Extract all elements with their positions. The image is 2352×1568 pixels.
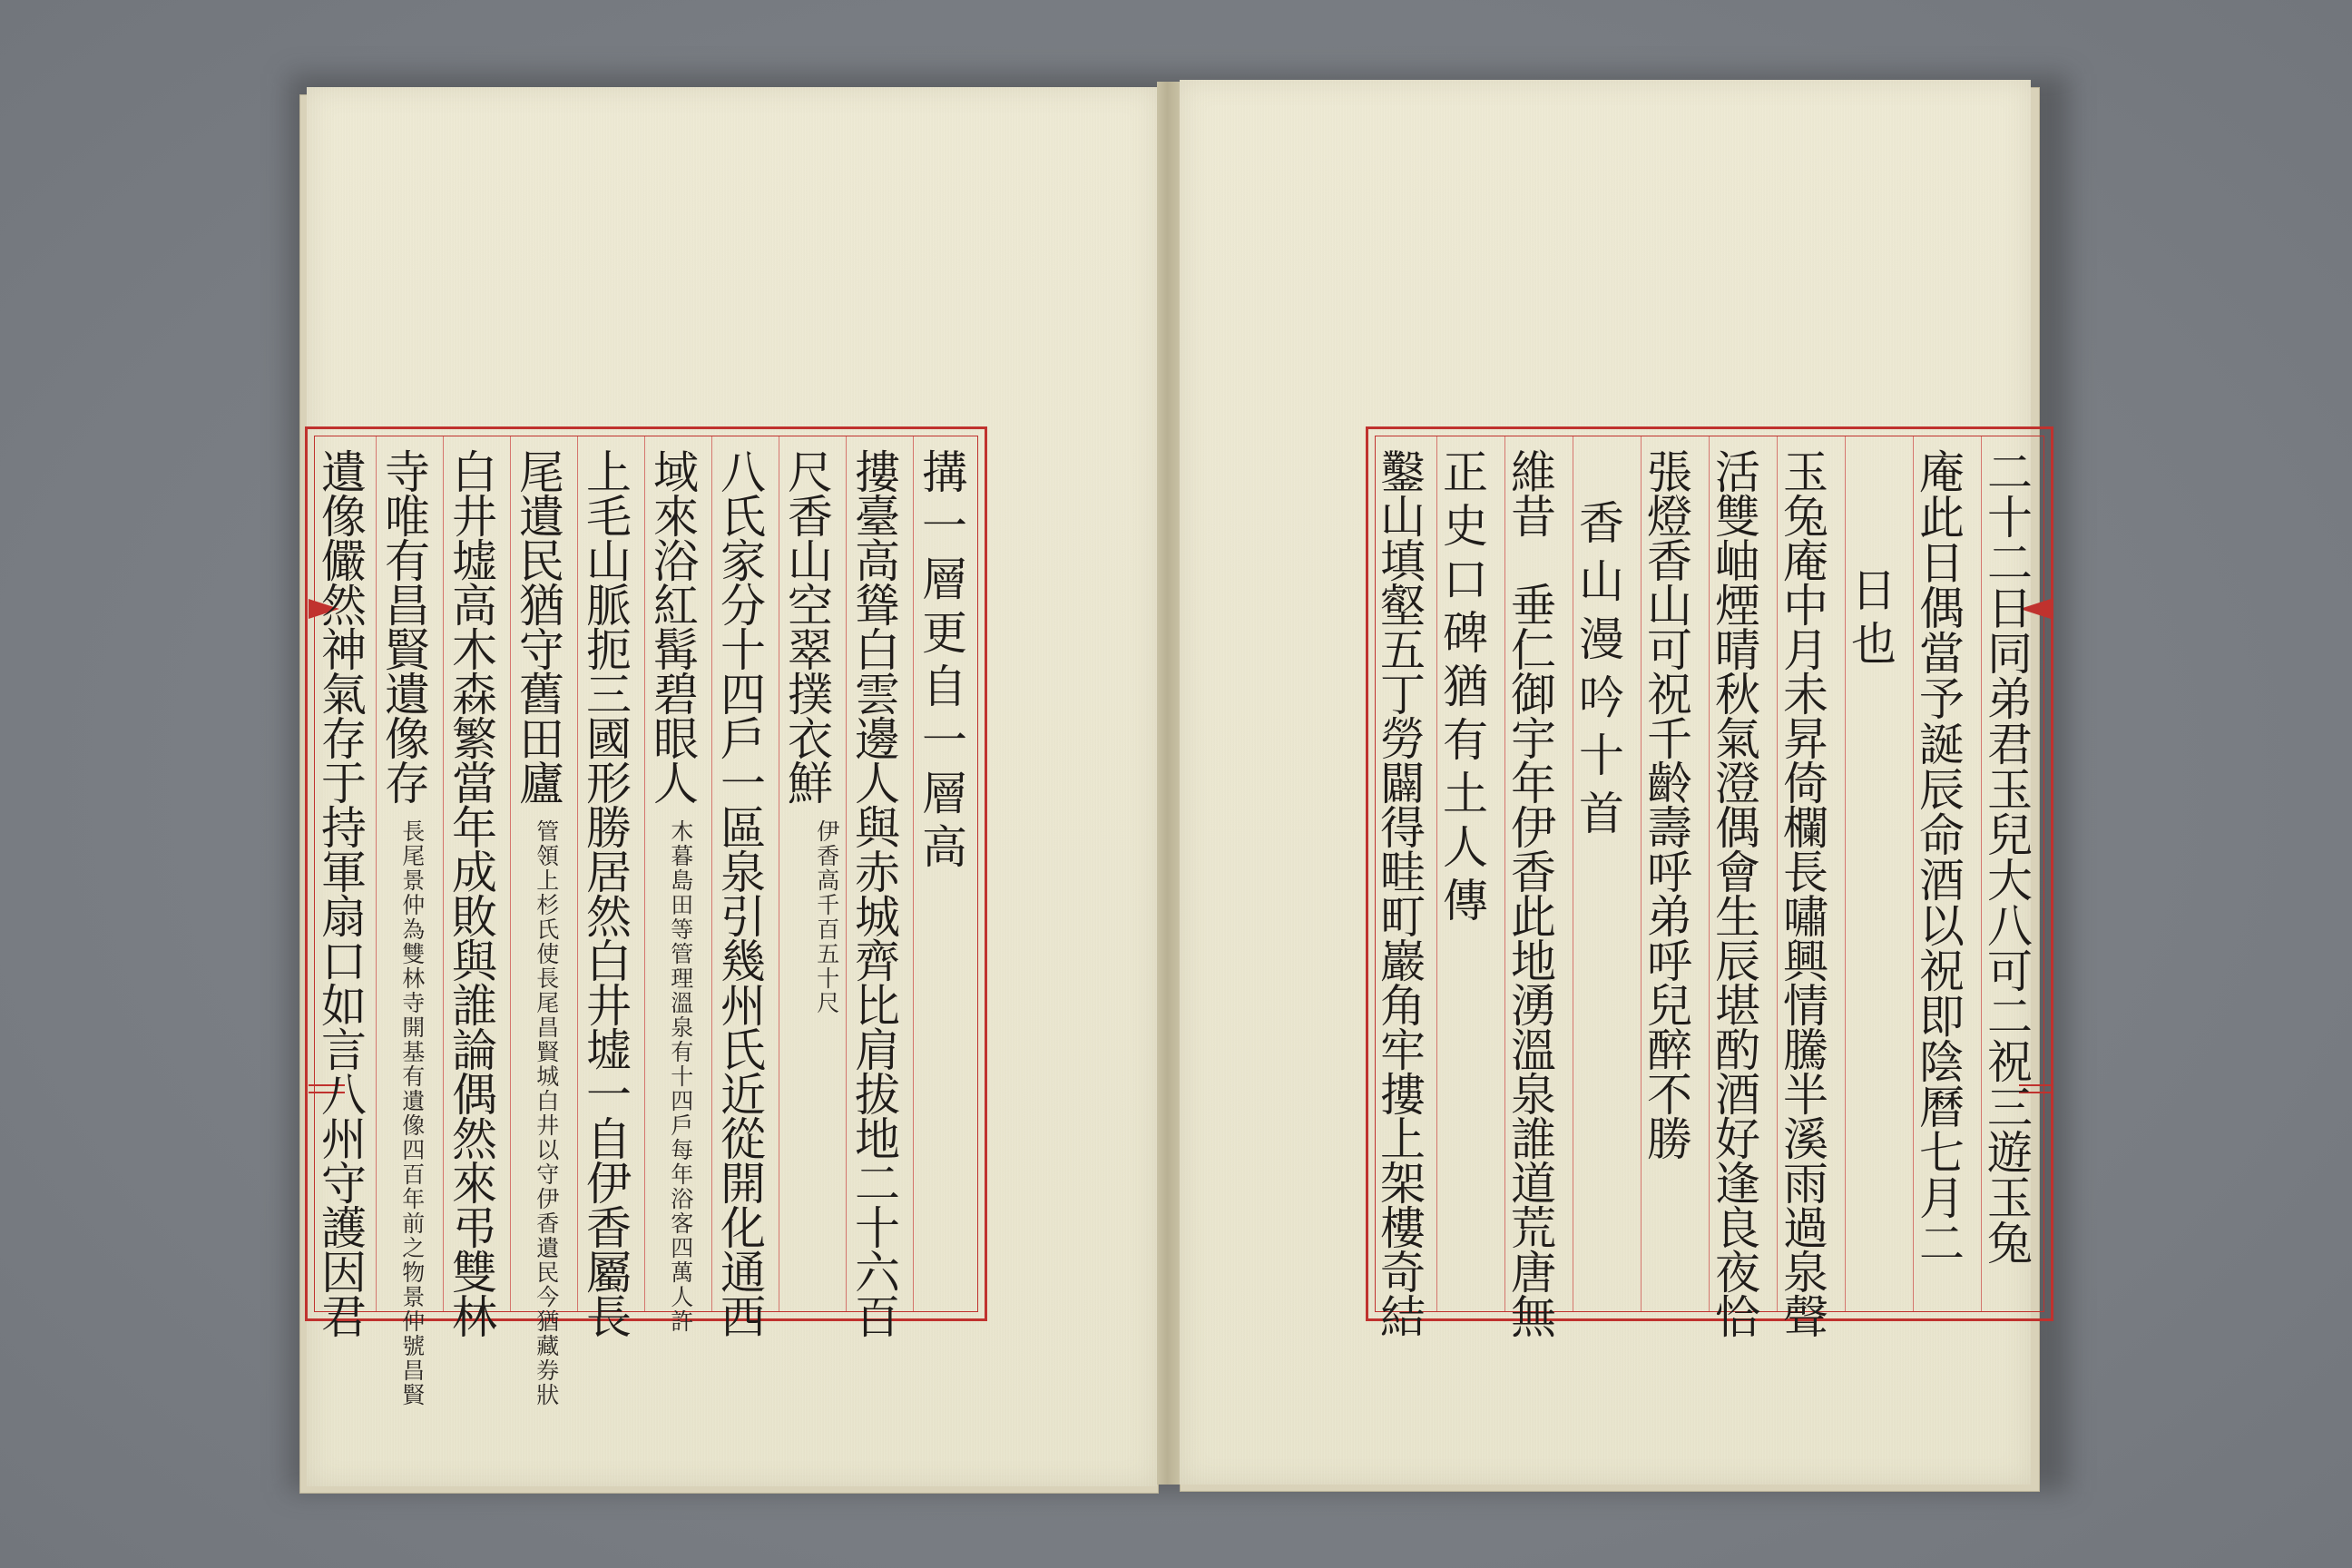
text-column: 庵此日偶當予誕辰命酒以祝即陰曆七月二: [1912, 448, 1965, 1265]
text-column: 域來浴紅髯碧眼人: [646, 448, 699, 804]
text-column: 寺唯有昌賢遺像存: [377, 448, 430, 804]
text-column: 玉兔庵中月未昇倚欄長嘯興情騰半溪雨過泉聲: [1776, 448, 1828, 1338]
text-column: 搆一層更自一層高: [915, 448, 967, 877]
annotation: 長尾景仲為雙林寺開基有遺像四百年前之物景仲號昌賢: [398, 819, 426, 1407]
text-column: 上毛山脈扼三國形勝居然白井墟一自伊香屬長: [579, 448, 632, 1338]
text-column: 正史口碑猶有土人傳: [1436, 448, 1488, 930]
text-column: 活雙岫煙晴秋氣澄偶會生辰堪酌酒好逢良夜恰: [1708, 448, 1760, 1338]
column-rule: [711, 436, 712, 1311]
annotation: 伊香高千百五十尺: [813, 819, 840, 1015]
text-column: 八氏家分十四戶一區泉引幾州氏近從開化通西: [713, 448, 766, 1338]
column-rule: [443, 436, 444, 1311]
text-column: 尺香山空翠撲衣鮮: [780, 448, 833, 804]
column-rule: [913, 436, 914, 1311]
annotation: 木暮島田等管理溫泉有十四戶每年浴客四萬人許: [667, 819, 694, 1334]
text-column: 白井墟高木森繁當年成敗與誰論偶然來弔雙林: [445, 448, 497, 1338]
text-column: 張燈香山可祝千齡壽呼弟呼兒醉不勝: [1640, 448, 1692, 1160]
annotation: 管領上杉氏使長尾昌賢城白井以守伊香遺民今猶藏券狀: [533, 819, 560, 1407]
text-column: 摟臺高聳白雲邊人與赤城齊比肩拔地二十六百: [848, 448, 900, 1338]
text-column: 香山漫吟十首: [1572, 499, 1624, 848]
text-column: 遺像儼然神氣存于持軍扇口如言八州守護因君: [314, 448, 367, 1338]
book-gutter: [1157, 82, 1180, 1485]
text-column: 尾遺民猶守舊田廬: [512, 448, 564, 804]
column-rule: [846, 436, 847, 1311]
text-column: 二十二日同弟君玉兒大八可二祝三遊玉兔: [1980, 448, 2033, 1265]
text-column: 鑿山填壑五丁勞闢得畦町巖角牢摟上架樓奇結: [1373, 448, 1426, 1338]
column-rule: [577, 436, 578, 1311]
column-rule: [644, 436, 645, 1311]
column-rule: [510, 436, 511, 1311]
column-rule: [376, 436, 377, 1311]
text-column: 日也: [1844, 566, 1896, 673]
text-column: 維昔 垂仁御宇年伊香此地湧溫泉誰道荒唐無: [1504, 448, 1556, 1338]
